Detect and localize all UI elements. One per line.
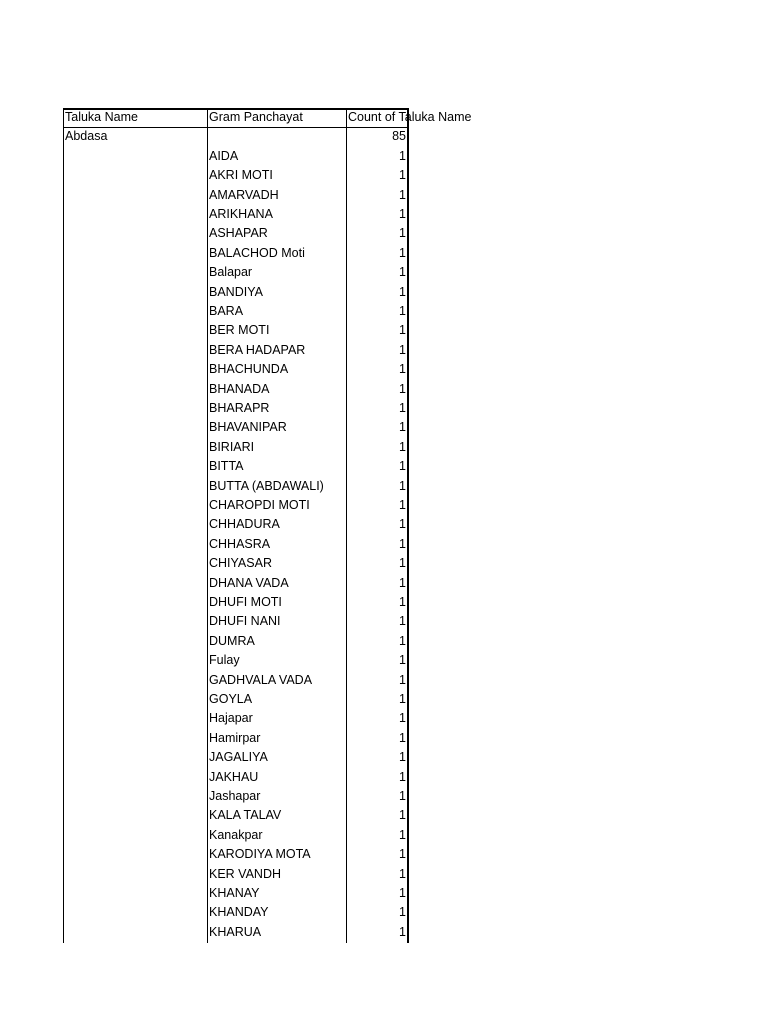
count-cell: 1 — [399, 439, 406, 454]
table-row — [63, 729, 409, 748]
gram-panchayat-cell: BHACHUNDA — [209, 362, 289, 377]
count-cell: 1 — [399, 575, 406, 590]
count-cell: 1 — [399, 672, 406, 687]
gram-panchayat-cell: AMARVADH — [209, 187, 279, 202]
gram-panchayat-cell: BANDIYA — [209, 284, 263, 299]
gram-panchayat-cell: DHUFI NANI — [209, 614, 281, 629]
count-cell: 1 — [399, 886, 406, 900]
table-row — [63, 302, 409, 321]
gram-panchayat-cell: KHANAY — [209, 886, 260, 900]
table-row — [63, 147, 409, 166]
gram-panchayat-cell: CHHASRA — [209, 536, 271, 551]
count-cell: 1 — [399, 342, 406, 357]
gram-panchayat-cell: ARIKHANA — [209, 207, 273, 221]
gram-panchayat-cell: CHIYASAR — [209, 556, 272, 571]
count-cell: 1 — [399, 711, 406, 726]
table-row — [63, 477, 409, 496]
count-cell: 1 — [399, 381, 406, 396]
gram-panchayat-cell: Hamirpar — [209, 730, 261, 745]
gram-panchayat-cell: KER VANDH — [209, 866, 282, 881]
table-row — [63, 380, 409, 399]
count-cell: 1 — [399, 769, 406, 784]
table-row — [63, 632, 409, 651]
gram-panchayat-cell: BERA HADAPAR — [209, 342, 306, 357]
gram-panchayat-cell: CHAROPDI MOTI — [209, 498, 310, 512]
table-row — [63, 360, 409, 379]
count-cell: 1 — [399, 653, 406, 668]
header-count: Count of Taluka Name — [348, 110, 472, 124]
group-row — [63, 127, 409, 146]
count-cell: 1 — [399, 730, 406, 745]
count-cell: 1 — [399, 847, 406, 862]
count-cell: 1 — [399, 245, 406, 260]
gram-panchayat-cell: BHARAPR — [209, 401, 270, 415]
table-row — [63, 399, 409, 418]
gram-panchayat-cell: AKRI MOTI — [209, 168, 273, 183]
gram-panchayat-cell: BITTA — [209, 459, 244, 474]
gram-panchayat-cell: ASHAPAR — [209, 226, 268, 241]
table-row — [63, 671, 409, 690]
gram-panchayat-cell: Hajapar — [209, 711, 253, 726]
table-row — [63, 612, 409, 631]
count-cell: 1 — [399, 168, 406, 183]
table-row — [63, 865, 409, 884]
table-row — [63, 341, 409, 360]
count-cell: 1 — [399, 633, 406, 648]
table-row — [63, 923, 409, 942]
gram-panchayat-cell: BER MOTI — [209, 323, 270, 338]
table-row — [63, 515, 409, 534]
table-row — [63, 709, 409, 728]
table-row — [63, 806, 409, 825]
table-row — [63, 884, 409, 903]
count-cell: 1 — [399, 148, 406, 163]
gram-panchayat-cell: CHHADURA — [209, 517, 280, 532]
table-row — [63, 457, 409, 476]
group-taluka: Abdasa — [65, 129, 108, 144]
table-row — [63, 418, 409, 437]
gram-panchayat-cell: AIDA — [209, 148, 239, 163]
gram-panchayat-cell: DUMRA — [209, 633, 255, 648]
count-cell: 1 — [399, 207, 406, 221]
gram-panchayat-cell: JAKHAU — [209, 769, 259, 784]
count-cell: 1 — [399, 226, 406, 241]
table-row — [63, 166, 409, 185]
table-row — [63, 224, 409, 243]
count-cell: 1 — [399, 595, 406, 609]
gram-panchayat-cell: KALA TALAV — [209, 808, 282, 823]
table-row — [63, 826, 409, 845]
table-row — [63, 903, 409, 922]
gram-panchayat-cell: BIRIARI — [209, 439, 255, 454]
header-row — [63, 108, 472, 127]
pivot-table — [63, 108, 472, 943]
table-row — [63, 845, 409, 864]
gram-panchayat-cell: KHARUA — [209, 924, 262, 939]
count-cell: 1 — [399, 323, 406, 338]
gram-panchayat-cell: KHANDAY — [209, 905, 269, 920]
gram-panchayat-cell: BARA — [209, 304, 244, 318]
table-row — [63, 574, 409, 593]
table-row — [63, 787, 409, 806]
count-cell: 1 — [399, 498, 406, 512]
gram-panchayat-cell: Kanakpar — [209, 827, 263, 842]
table-row — [63, 186, 409, 205]
count-cell: 1 — [399, 362, 406, 377]
table-row — [63, 690, 409, 709]
table-row — [63, 593, 409, 612]
table-row — [63, 321, 409, 340]
gram-panchayat-cell: BHANADA — [209, 381, 270, 396]
count-cell: 1 — [399, 827, 406, 842]
gram-panchayat-cell: GADHVALA VADA — [209, 672, 313, 687]
gram-panchayat-cell: BUTTA (ABDAWALI) — [209, 478, 324, 493]
table-row — [63, 263, 409, 282]
gram-panchayat-cell: JAGALIYA — [209, 750, 268, 765]
gram-panchayat-cell: GOYLA — [209, 692, 253, 706]
gram-panchayat-cell: KARODIYA MOTA — [209, 847, 311, 862]
gram-panchayat-cell: BALACHOD Moti — [209, 245, 305, 260]
count-cell: 1 — [399, 284, 406, 299]
count-cell: 1 — [399, 789, 406, 803]
count-cell: 1 — [399, 265, 406, 280]
table-row — [63, 651, 409, 670]
count-cell: 1 — [399, 924, 406, 939]
gram-panchayat-cell: BHAVANIPAR — [209, 420, 287, 435]
table-row — [63, 205, 409, 224]
table-row — [63, 748, 409, 767]
count-cell: 1 — [399, 866, 406, 881]
gram-panchayat-cell: DHUFI MOTI — [209, 595, 282, 609]
count-cell: 1 — [399, 478, 406, 493]
table-row — [63, 438, 409, 457]
count-cell: 1 — [399, 187, 406, 202]
count-cell: 1 — [399, 692, 406, 706]
group-count: 85 — [392, 129, 406, 144]
count-cell: 1 — [399, 517, 406, 532]
table-row — [63, 283, 409, 302]
header-gram-panchayat: Gram Panchayat — [209, 110, 303, 124]
count-cell: 1 — [399, 808, 406, 823]
gram-panchayat-cell: Balapar — [209, 265, 253, 280]
gram-panchayat-cell: Jashapar — [209, 789, 261, 803]
count-cell: 1 — [399, 459, 406, 474]
table-row — [63, 496, 409, 515]
header-taluka-name: Taluka Name — [65, 110, 138, 124]
count-cell: 1 — [399, 556, 406, 571]
count-cell: 1 — [399, 420, 406, 435]
count-cell: 1 — [399, 614, 406, 629]
table-row — [63, 535, 409, 554]
count-cell: 1 — [399, 304, 406, 318]
count-cell: 1 — [399, 905, 406, 920]
table-row — [63, 554, 409, 573]
table-row — [63, 244, 409, 263]
count-cell: 1 — [399, 536, 406, 551]
count-cell: 1 — [399, 401, 406, 415]
gram-panchayat-cell: DHANA VADA — [209, 575, 289, 590]
gram-panchayat-cell: Fulay — [209, 653, 240, 668]
count-cell: 1 — [399, 750, 406, 765]
table-row — [63, 768, 409, 787]
